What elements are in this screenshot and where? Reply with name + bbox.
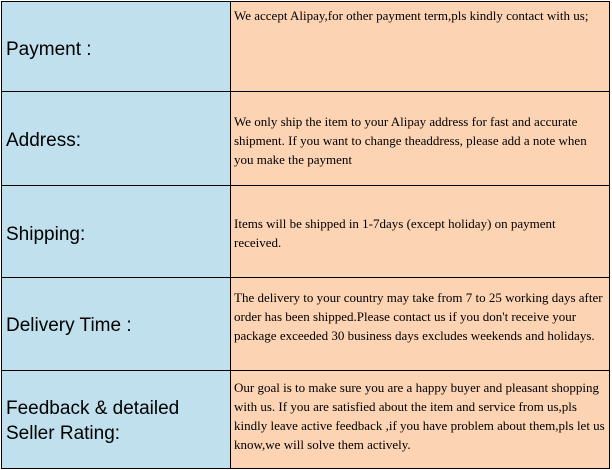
feedback-label-line2: Seller Rating: <box>6 423 121 444</box>
address-text: We only ship the item to your Alipay address for fast and accurate shipment. If you want to change theaddress, please add a note when you make the payment <box>234 114 587 167</box>
payment-text: We accept Alipay,for other payment term,pls kindly contact with us; <box>234 8 589 23</box>
label-cell-shipping <box>2 186 231 278</box>
feedback-text: Our goal is to make sure you are a happy buyer and pleasant shopping with us. If you are satisfied about the item and service from us,pls kindly leave active feedback ,if you have problem about them,pls let us know,we will solve them actively. <box>234 380 605 452</box>
policy-row-feedback <box>2 371 610 469</box>
text-cell-address <box>231 92 610 186</box>
label-cell-address <box>2 92 231 186</box>
policy-row-delivery-time <box>2 278 610 371</box>
text-cell-shipping <box>231 186 610 278</box>
feedback-label-line1: Feedback & detailed <box>6 398 180 419</box>
text-cell-payment <box>231 2 610 92</box>
policy-row-address <box>2 92 610 186</box>
policy-row-shipping <box>2 186 610 278</box>
label-cell-delivery-time <box>2 278 231 371</box>
policy-table <box>1 1 610 469</box>
delivery-time-text: The delivery to your country may take from 7 to 25 working days after order has been shipped.Please contact us if you don't receive your package exceeded 30 business days excludes weekends and holidays. <box>234 290 603 343</box>
shipping-text: Items will be shipped in 1-7days (except holiday) on payment received. <box>234 216 556 250</box>
payment-label: Payment : <box>6 39 92 60</box>
shipping-label: Shipping: <box>6 224 86 245</box>
label-cell-feedback <box>2 371 231 469</box>
policy-row-payment <box>2 2 610 92</box>
label-cell-payment <box>2 2 231 92</box>
address-label: Address: <box>6 130 81 151</box>
text-cell-delivery-time <box>231 278 610 371</box>
feedback-label <box>2 371 230 446</box>
delivery-time-label: Delivery Time : <box>6 315 132 336</box>
text-cell-feedback <box>231 371 610 469</box>
